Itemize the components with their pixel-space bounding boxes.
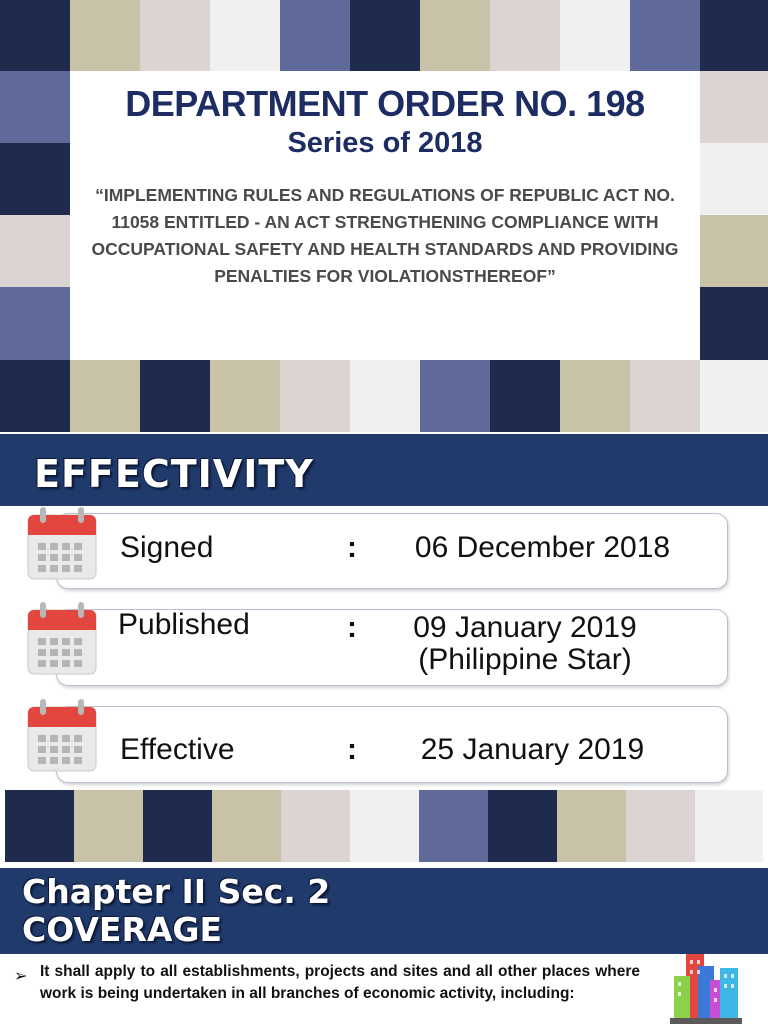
calendar-icon bbox=[26, 505, 98, 581]
published-date: 09 January 2019 bbox=[413, 611, 637, 644]
coverage-heading-chapter: Chapter II Sec. 2 bbox=[22, 872, 331, 911]
signed-colon: : bbox=[347, 531, 357, 564]
effectivity-heading: EFFECTIVITY bbox=[34, 452, 314, 496]
signed-date: 06 December 2018 bbox=[414, 531, 671, 564]
order-series: Series of 2018 bbox=[287, 127, 483, 159]
published-source: (Philippine Star) bbox=[418, 643, 632, 676]
top-mosaic-background bbox=[0, 0, 768, 432]
middle-mosaic-background bbox=[0, 790, 768, 862]
signed-label: Signed bbox=[120, 531, 214, 564]
city-buildings-icon bbox=[670, 950, 742, 1024]
calendar-icon bbox=[26, 600, 98, 676]
effective-date: 25 January 2019 bbox=[420, 733, 645, 766]
published-label: Published bbox=[118, 608, 250, 641]
order-title: DEPARTMENT ORDER NO. 198 bbox=[125, 83, 645, 124]
calendar-icon bbox=[26, 697, 98, 773]
effective-label: Effective bbox=[120, 733, 235, 766]
published-colon: : bbox=[347, 611, 357, 644]
coverage-text: It shall apply to all establishments, projects and sites and all other places where work is being undertaken in all branches of economic activity, including: bbox=[40, 963, 640, 1002]
title-card bbox=[70, 71, 700, 360]
effective-colon: : bbox=[347, 733, 357, 766]
coverage-heading-title: COVERAGE bbox=[22, 910, 223, 949]
order-subtitle: “IMPLEMENTING RULES AND REGULATIONS OF REPUBLIC ACT NO. 11058 ENTITLED - AN ACT STRENGTHENING COMPLIANCE WITH OCCUPATIONAL SAFETY AND HEALTH STANDARDS AND PROVIDING PENALTIES FOR VIOLATIONSTHEREOF” bbox=[91, 185, 679, 286]
bullet-arrow-icon: ➢ bbox=[14, 966, 28, 985]
